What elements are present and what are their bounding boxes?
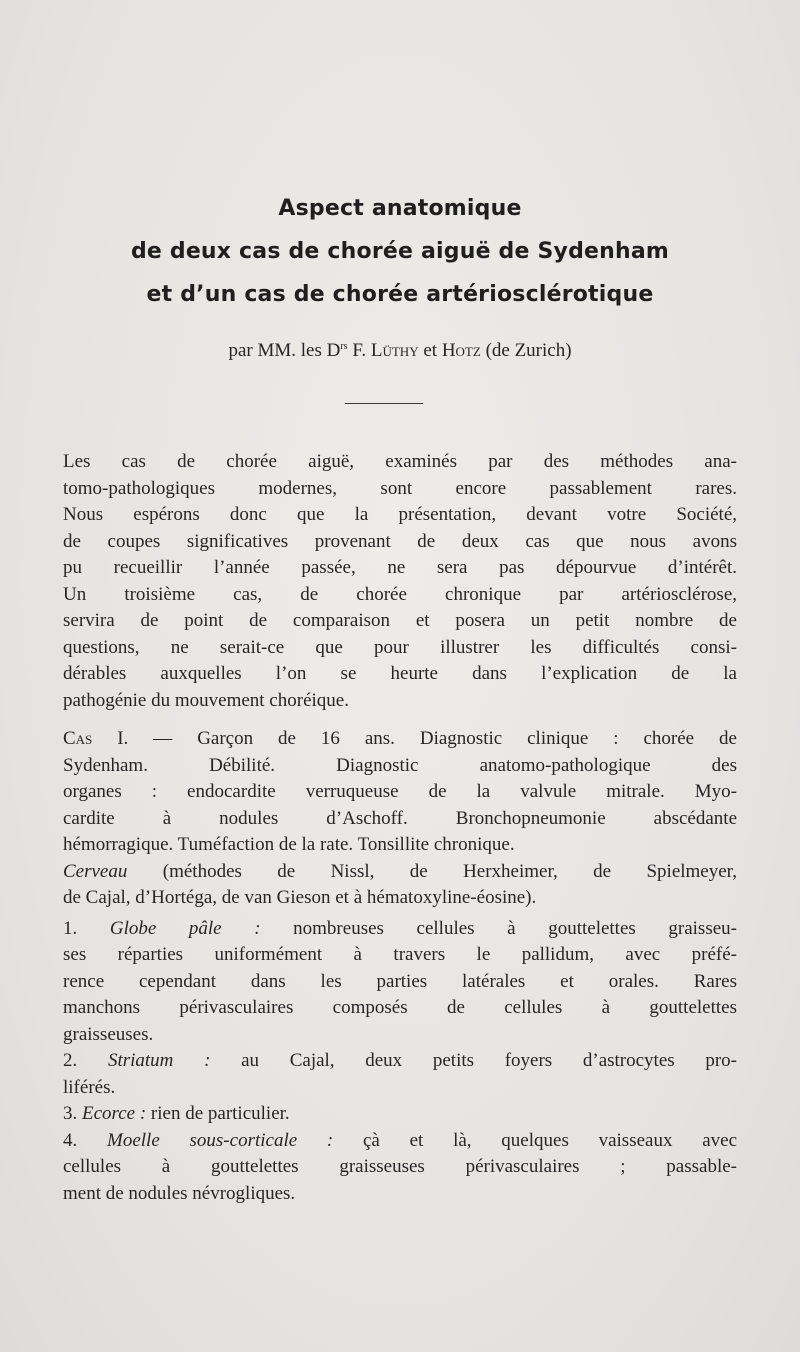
- intro-line: dérables auxquelles l’on se heurte dans l’explication de la: [63, 663, 737, 684]
- item-4-line: [63, 1128, 737, 1155]
- intro-line: servira de point de comparaison et posera un petit nombre de: [63, 610, 737, 631]
- article-body: [63, 449, 737, 1207]
- title-line-1: Aspect anatomique: [278, 196, 522, 221]
- case-1-line: Sydenham. Débilité. Diagnostic anatomo-pathologique des: [63, 754, 737, 776]
- item-2-paragraph: [63, 1048, 737, 1101]
- item-first-rest: nombreuses cellules à gouttelettes graisseu-: [260, 917, 737, 939]
- intro-line: Les cas de chorée aiguë, examinés par des méthodes ana-: [63, 451, 737, 472]
- cerveau-paragraph: [63, 859, 737, 912]
- item-label: Striatum :: [107, 1050, 211, 1071]
- cerveau-line: de Cajal, d’Hortéga, de van Gieson et à hématoxyline-éosine).: [63, 887, 537, 908]
- intro-line: de coupes significatives provenant de deux cas que nous avons: [63, 530, 737, 552]
- byline-conj: et: [418, 340, 442, 361]
- case-1-line: hémorragique. Tuméfaction de la rate. Tonsillite chronique.: [63, 834, 515, 855]
- item-1-paragraph: [63, 916, 737, 1049]
- item-label: Ecorce :: [82, 1103, 147, 1124]
- item-1-line: graisseuses.: [63, 1023, 154, 1045]
- item-first-rest: çà et là, quelques vaisseaux avec: [333, 1129, 738, 1151]
- title-line-3: et d’un cas de chorée artériosclérotique: [146, 282, 654, 307]
- intro-line: tomo-pathologiques modernes, sont encore passablement rares.: [63, 477, 737, 499]
- cerveau-label: Cerveau: [63, 860, 128, 882]
- item-number: 1.: [63, 917, 110, 939]
- case-1-line: organes : endocardite verruqueuse de la valvule mitrale. Myo-: [63, 781, 737, 802]
- item-3-line: [63, 1101, 737, 1128]
- cerveau-line: [63, 859, 737, 886]
- item-number: 4.: [63, 1129, 108, 1151]
- byline-sup: rs: [340, 341, 348, 352]
- title-line-2: de deux cas de chorée aiguë de Sydenham: [130, 239, 670, 264]
- intro-line: Un troisième cas, de chorée chronique par artériosclérose,: [63, 583, 737, 605]
- item-number: 2.: [63, 1050, 108, 1071]
- byline-prefix: par MM. les D: [228, 340, 341, 361]
- cerveau-first-rest: (méthodes de Nissl, de Herxheimer, de Spielmeyer,: [127, 860, 737, 882]
- item-1-line: [63, 916, 737, 943]
- item-4-paragraph: [63, 1128, 737, 1208]
- intro-line: pu recueillir l’année passée, ne sera pas dépourvue d’intérêt.: [63, 557, 737, 578]
- byline-suffix: (de Zurich): [480, 340, 572, 361]
- item-2-line: liférés.: [63, 1076, 116, 1098]
- item-1-line: manchons périvasculaires composés de cellules à gouttelettes: [63, 997, 737, 1018]
- item-label: Globe pâle :: [109, 917, 261, 939]
- item-1-line: rence cependant dans les parties latérales et orales. Rares: [63, 970, 737, 992]
- item-3-paragraph: [63, 1101, 737, 1128]
- separator-rule: [345, 403, 423, 404]
- item-label: Moelle sous-corticale :: [107, 1129, 334, 1151]
- item-2-line: [63, 1048, 737, 1075]
- item-4-line: cellules à gouttelettes graisseuses périvasculaires ; passable-: [63, 1156, 737, 1177]
- item-number: 3.: [63, 1103, 82, 1124]
- intro-paragraph: [63, 449, 737, 714]
- byline-initial: F.: [347, 340, 371, 361]
- case-1-paragraph: [63, 726, 737, 859]
- item-first-rest: au Cajal, deux petits foyers d’astrocytes pro-: [210, 1050, 738, 1071]
- item-first-rest: rien de particulier.: [146, 1103, 290, 1124]
- item-4-line: ment de nodules névrogliques.: [63, 1182, 296, 1204]
- author-byline: [0, 340, 800, 362]
- author-name-2: Hotz: [441, 340, 481, 361]
- intro-line: Nous espérons donc que la présentation, devant votre Société,: [63, 504, 737, 525]
- intro-line: questions, ne serait-ce que pour illustrer les difficultés consi-: [63, 636, 737, 658]
- case-label: Cas I.: [63, 728, 129, 749]
- author-name-1: Lüthy: [370, 340, 419, 361]
- case-1-line: cardite à nodules d’Aschoff. Bronchopneumonie abscédante: [63, 807, 737, 829]
- case-1-line: [63, 726, 737, 753]
- item-1-line: ses réparties uniformément à travers le pallidum, avec préfé-: [63, 944, 737, 965]
- case-1-first-rest: — Garçon de 16 ans. Diagnostic clinique : chorée de: [128, 728, 737, 749]
- intro-line: pathogénie du mouvement choréique.: [63, 689, 349, 711]
